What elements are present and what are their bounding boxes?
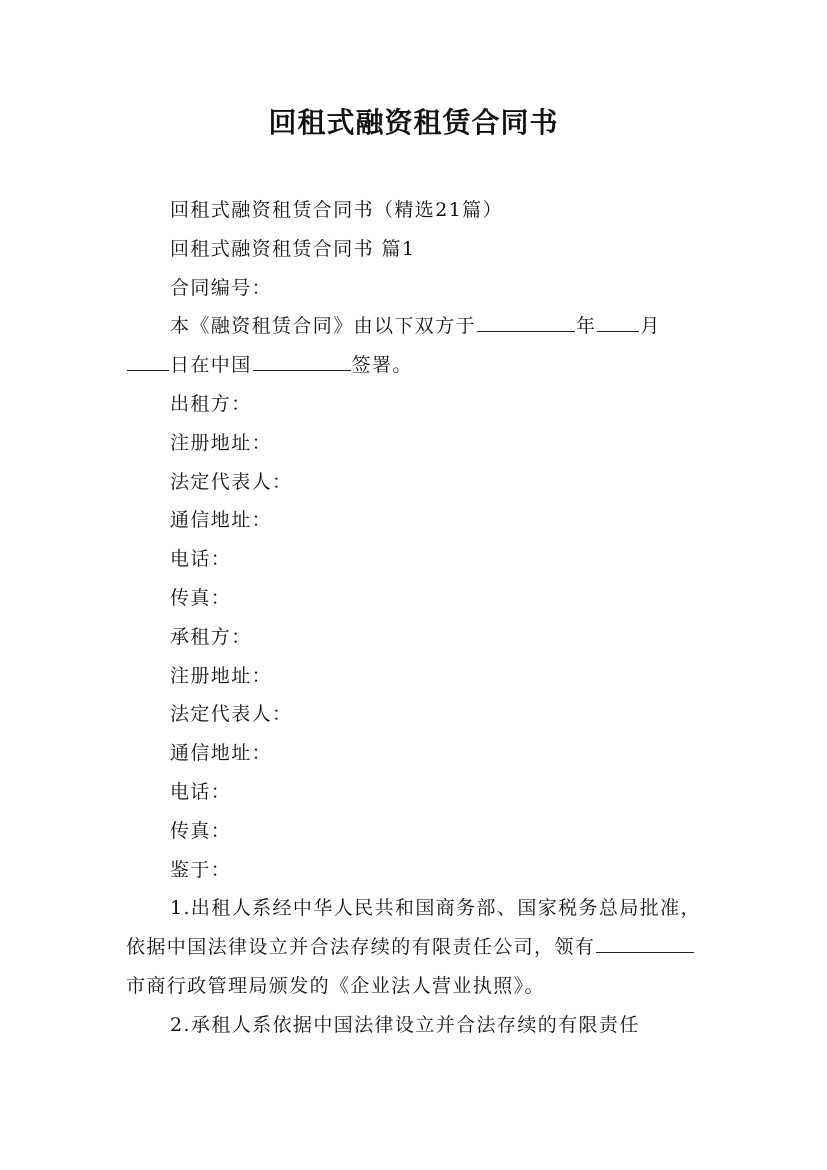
clause-2: 2.承租人系依据中国法律设立并合法存续的有限责任 bbox=[170, 1013, 640, 1036]
clause-1 bbox=[126, 889, 701, 1005]
section-heading: 回租式融资租赁合同书 篇1 bbox=[170, 237, 416, 260]
lessor-legal-rep: 法定代表人： bbox=[170, 470, 293, 493]
lessee-phone: 电话： bbox=[170, 780, 232, 803]
lessor-phone: 电话： bbox=[170, 548, 232, 571]
lessee-registered-address: 注册地址： bbox=[170, 664, 273, 687]
lessee-label: 承租方： bbox=[170, 625, 252, 648]
document-body bbox=[126, 191, 701, 1045]
intro-text-2: 年 bbox=[576, 315, 597, 338]
blank-city bbox=[596, 930, 694, 953]
intro-text-5: 签署。 bbox=[351, 354, 413, 377]
blank-month bbox=[597, 309, 639, 332]
whereas-label: 鉴于： bbox=[170, 858, 232, 881]
intro-text-4: 日在中国 bbox=[170, 354, 252, 377]
document-title: 回租式融资租赁合同书 bbox=[268, 106, 559, 139]
intro-text-1: 本《融资租赁合同》由以下双方于 bbox=[170, 315, 477, 338]
subtitle: 回租式融资租赁合同书（精选21篇） bbox=[170, 199, 503, 221]
intro-paragraph bbox=[126, 307, 701, 385]
lessor-mailing-address: 通信地址： bbox=[170, 509, 273, 532]
lessor-registered-address: 注册地址： bbox=[170, 431, 273, 454]
intro-text-3: 月 bbox=[640, 315, 661, 338]
blank-year bbox=[477, 309, 575, 332]
clause-1-text: 1.出租人系经中华人民共和国商务部、国家税务总局批准，依据中国法律设立并合法存续的有限责任公司，领有 bbox=[126, 897, 701, 959]
blank-place bbox=[253, 348, 351, 371]
lessor-fax: 传真： bbox=[170, 586, 232, 609]
lessee-fax: 传真： bbox=[170, 819, 232, 842]
lessee-legal-rep: 法定代表人： bbox=[170, 703, 293, 726]
blank-day bbox=[127, 348, 169, 371]
lessee-mailing-address: 通信地址： bbox=[170, 742, 273, 765]
lessor-label: 出租方： bbox=[170, 392, 252, 415]
contract-no-label: 合同编号： bbox=[170, 276, 273, 299]
clause-1-text-end: 市商行政管理局颁发的《企业法人营业执照》。 bbox=[126, 974, 545, 997]
